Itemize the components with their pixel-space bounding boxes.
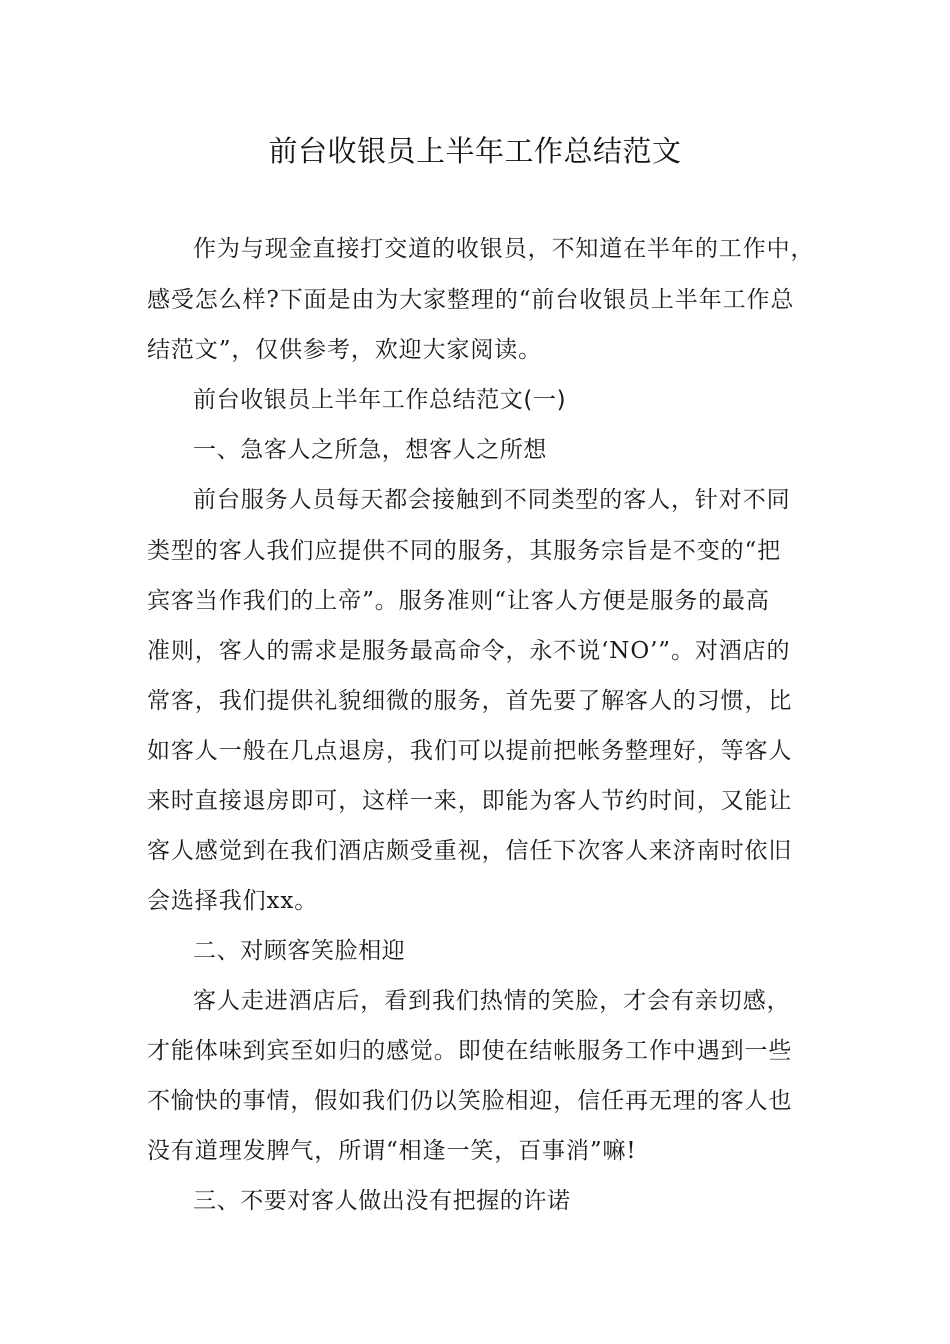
section-heading-3: 三、不要对客人做出没有把握的许诺	[193, 1188, 571, 1214]
body-line: 前台服务人员每天都会接触到不同类型的客人，针对不同	[193, 487, 791, 513]
body-line: 结范文”，仅供参考，欢迎大家阅读。	[147, 337, 543, 363]
body-line: 客人感觉到在我们酒店颇受重视，信任下次客人来济南时依旧	[147, 838, 793, 864]
body-line: 来时直接退房即可，这样一来，即能为客人节约时间，又能让	[147, 788, 793, 814]
body-line: 感受怎么样?下面是由为大家整理的“前台收银员上半年工作总	[147, 287, 795, 313]
section-title: 前台收银员上半年工作总结范文(一)	[193, 387, 567, 413]
document-title: 前台收银员上半年工作总结范文	[268, 134, 682, 168]
section-heading-2: 二、对顾客笑脸相迎	[193, 938, 406, 964]
body-line: 会选择我们xx。	[147, 888, 319, 914]
section-heading-1: 一、急客人之所急，想客人之所想	[193, 437, 547, 463]
body-line: 类型的客人我们应提供不同的服务，其服务宗旨是不变的“把	[147, 538, 782, 564]
body-line: 作为与现金直接打交道的收银员，不知道在半年的工作中，	[193, 236, 815, 262]
body-line: 常客，我们提供礼貌细微的服务，首先要了解客人的习惯，比	[147, 688, 793, 714]
body-line: 才能体味到宾至如归的感觉。即使在结帐服务工作中遇到一些	[147, 1038, 793, 1064]
body-line: 准则，客人的需求是服务最高命令，永不说‘NO’”。对酒店的	[147, 638, 791, 664]
body-line: 没有道理发脾气，所谓“相逢一笑，百事消”嘛!	[147, 1138, 637, 1164]
body-line: 宾客当作我们的上帝”。服务准则“让客人方便是服务的最高	[147, 588, 770, 614]
body-line: 客人走进酒店后，看到我们热情的笑脸，才会有亲切感，	[193, 988, 791, 1014]
body-line: 不愉快的事情，假如我们仍以笑脸相迎，信任再无理的客人也	[147, 1088, 793, 1114]
body-line: 如客人一般在几点退房，我们可以提前把帐务整理好，等客人	[147, 738, 793, 764]
